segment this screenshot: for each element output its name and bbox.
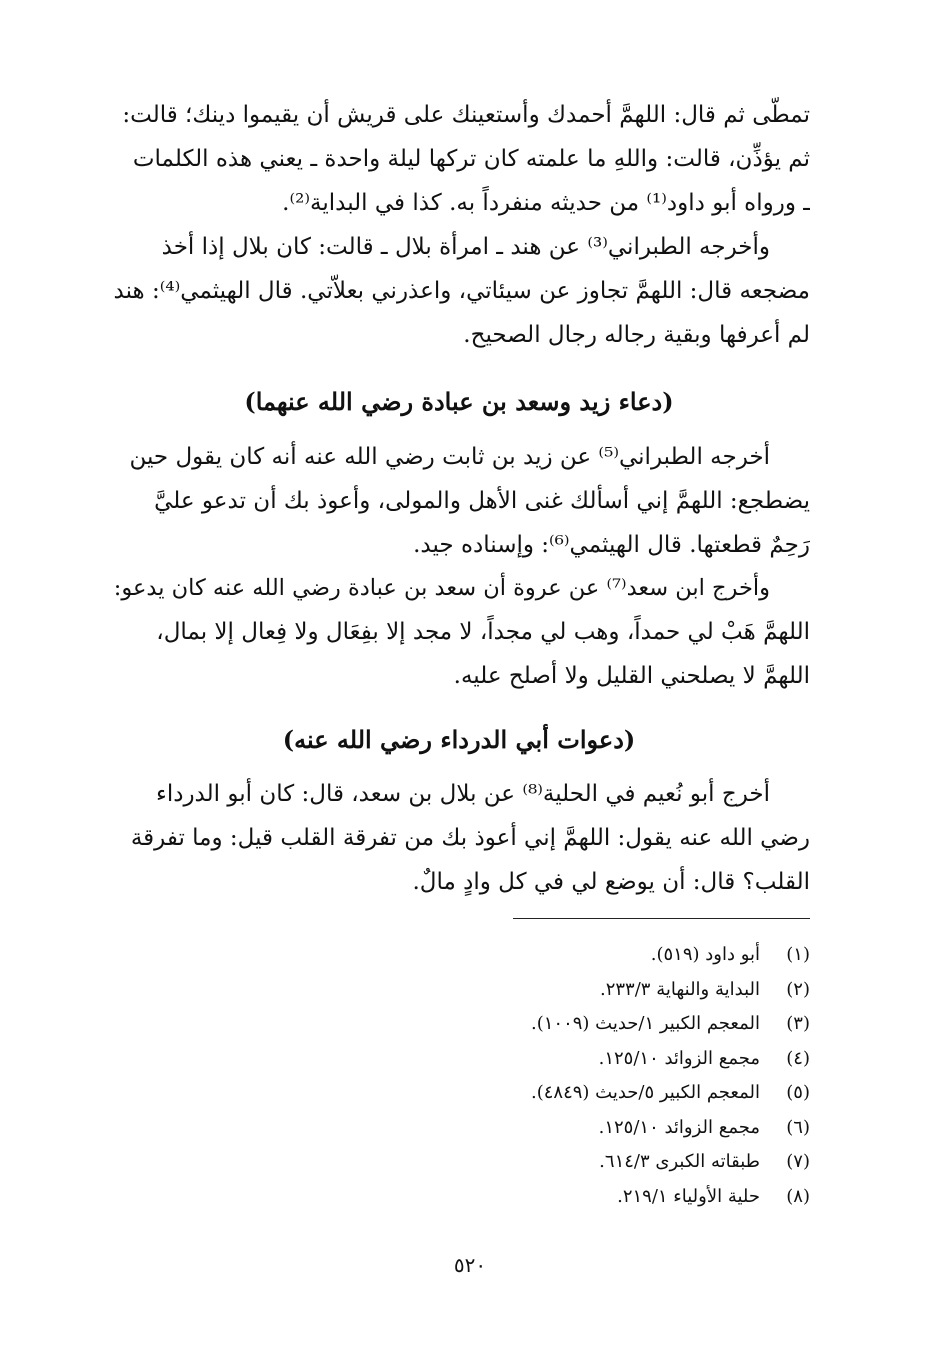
text-line: مضجعه قال: اللهمَّ تجاوز عن سيئاتي، واعذرني بعلاّتي. قال الهيثمي⁽⁴⁾: هند xyxy=(113,278,810,304)
text-line: أخرجه الطبراني⁽⁵⁾ عن زيد بن ثابت رضي الله عنه أنه كان يقول حين xyxy=(129,444,770,470)
footnote xyxy=(290,1180,810,1215)
text-line: يضطجع: اللهمَّ إني أسألك غنى الأهل والمولى، وأعوذ بك أن تدعو عليَّ xyxy=(154,488,810,514)
paragraph-continuation xyxy=(108,93,810,225)
footnote-number: (٨) xyxy=(786,1185,810,1207)
text-line: ثم يؤذِّن، قالت: واللهِ ما علمته كان تركها ليلة واحدة ـ يعني هذه الكلمات xyxy=(132,146,810,172)
footnote xyxy=(290,1111,810,1146)
section-heading-abu-darda: (دعوات أبي الدرداء رضي الله عنه) xyxy=(282,725,636,754)
text-line: ـ ورواه أبو داود⁽¹⁾ من حديثه منفرداً به. كذا في البداية⁽²⁾. xyxy=(282,190,810,216)
footnote-number: (٢) xyxy=(786,978,810,1000)
text-line: أخرج أبو نُعيم في الحلية⁽⁸⁾ عن بلال بن سعد، قال: كان أبو الدرداء xyxy=(156,781,770,807)
footnote xyxy=(290,1042,810,1077)
paragraph-saad xyxy=(108,566,810,698)
section-heading-zaid-saad: (دعاء زيد وسعد بن عبادة رضي الله عنهما) xyxy=(244,387,674,416)
footnote-number: (٤) xyxy=(786,1047,810,1069)
text-line: وأخرجه الطبراني⁽³⁾ عن هند ـ امرأة بلال ـ قالت: كان بلال إذا أخذ xyxy=(161,234,770,260)
footnote-number: (١) xyxy=(786,944,810,965)
footnote-text: المعجم الكبير ٥/حديث (٤٨٤٩). xyxy=(530,1082,760,1103)
footnote-text: مجمع الزوائد ١٢٥/١٠. xyxy=(598,1047,760,1069)
footnote xyxy=(290,973,810,1008)
footnote-number: (٦) xyxy=(786,1116,810,1138)
text-line: اللهمَّ لا يصلحني القليل ولا أصلح عليه. xyxy=(453,663,810,689)
text-line: اللهمَّ هَبْ لي حمداً، وهب لي مجداً، لا مجد إلا بفِعَال ولا فِعال إلا بمال، xyxy=(156,619,810,645)
text-line: رَحِمٌ قطعتها. قال الهيثمي⁽⁶⁾: وإسناده جيد. xyxy=(413,532,810,558)
footnote-text: البداية والنهاية ٢٣٣/٣. xyxy=(599,978,760,1000)
footnotes-list xyxy=(290,938,810,1214)
footnote-number: (٥) xyxy=(786,1082,810,1103)
footnote-divider xyxy=(513,918,810,919)
text-line: وأخرج ابن سعد⁽⁷⁾ عن عروة أن سعد بن عبادة رضي الله عنه كان يدعو: xyxy=(113,575,770,601)
text-line: رضي الله عنه يقول: اللهمَّ إني أعوذ بك من تفرقة القلب قيل: وما تفرقة xyxy=(130,825,810,851)
text-line: تمطّى ثم قال: اللهمَّ أحمدك وأستعينك على قريش أن يقيموا دينك؛ قالت: xyxy=(122,102,810,128)
footnote xyxy=(290,938,810,973)
text-line: لم أعرفها وبقية رجاله رجال الصحيح. xyxy=(463,322,810,348)
footnote-text: أبو داود (٥١٩). xyxy=(650,944,760,965)
paragraph-abu-darda xyxy=(108,772,810,904)
footnote-text: مجمع الزوائد ١٢٥/١٠. xyxy=(598,1116,760,1138)
paragraph-tabarani-hind xyxy=(108,225,810,357)
paragraph-zaid xyxy=(108,435,810,567)
footnote xyxy=(290,1145,810,1180)
footnote-number: (٧) xyxy=(786,1151,810,1172)
footnote-text: طبقاته الكبرى ٦١٤/٣. xyxy=(599,1151,760,1172)
footnote xyxy=(290,1007,810,1042)
text-line: القلب؟ قال: أن يوضع لي في كل وادٍ مالٌ. xyxy=(412,869,810,895)
page-number: ٥٢٠ xyxy=(453,1253,487,1277)
footnote-text: حلية الأولياء ٢١٩/١. xyxy=(617,1185,760,1207)
footnote-text: المعجم الكبير ١/حديث (١٠٠٩). xyxy=(530,1013,760,1034)
footnote xyxy=(290,1076,810,1111)
footnote-number: (٣) xyxy=(786,1013,810,1034)
